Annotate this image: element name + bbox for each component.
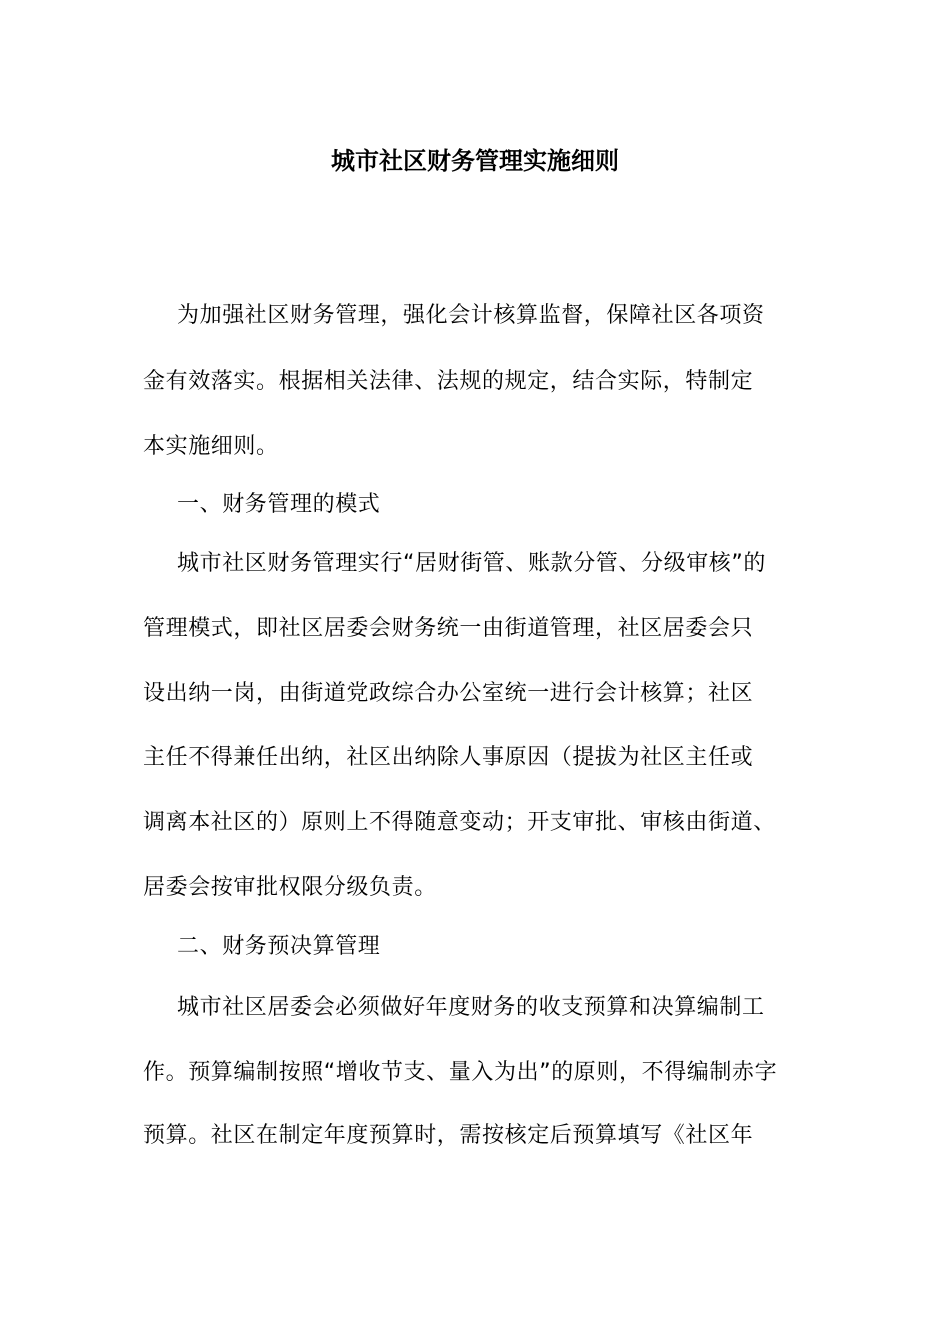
paragraph-3-line-3: 预算。社区在制定年度预算时，需按核定后预算填写《社区年	[143, 1123, 754, 1148]
paragraph-2-line-1: 城市社区财务管理实行“居财街管、账款分管、分级审核”的	[177, 551, 766, 576]
document-title: 城市社区财务管理实施细则	[331, 146, 619, 175]
paragraph-1-line-3: 本实施细则。	[143, 434, 279, 459]
section-heading-2: 二、财务预决算管理	[177, 934, 381, 959]
paragraph-2-line-4: 主任不得兼任出纳，社区出纳除人事原因（提拔为社区主任或	[143, 745, 754, 770]
paragraph-2-line-6: 居委会按审批权限分级负责。	[143, 875, 437, 900]
paragraph-1-line-1: 为加强社区财务管理，强化会计核算监督，保障社区各项资	[177, 303, 765, 328]
paragraph-3-line-1: 城市社区居委会必须做好年度财务的收支预算和决算编制工	[177, 995, 765, 1020]
paragraph-2-line-3: 设出纳一岗，由街道党政综合办公室统一进行会计核算；社区	[143, 681, 754, 706]
paragraph-1-line-2: 金有效落实。根据相关法律、法规的规定，结合实际，特制定	[143, 369, 754, 394]
section-heading-1: 一、财务管理的模式	[177, 492, 381, 517]
paragraph-2-line-2: 管理模式，即社区居委会财务统一由街道管理，社区居委会只	[143, 616, 754, 641]
paragraph-3-line-2: 作。预算编制按照“增收节支、量入为出”的原则，不得编制赤字	[143, 1060, 778, 1085]
paragraph-2-line-5: 调离本社区的）原则上不得随意变动；开支审批、审核由街道、	[143, 810, 776, 835]
